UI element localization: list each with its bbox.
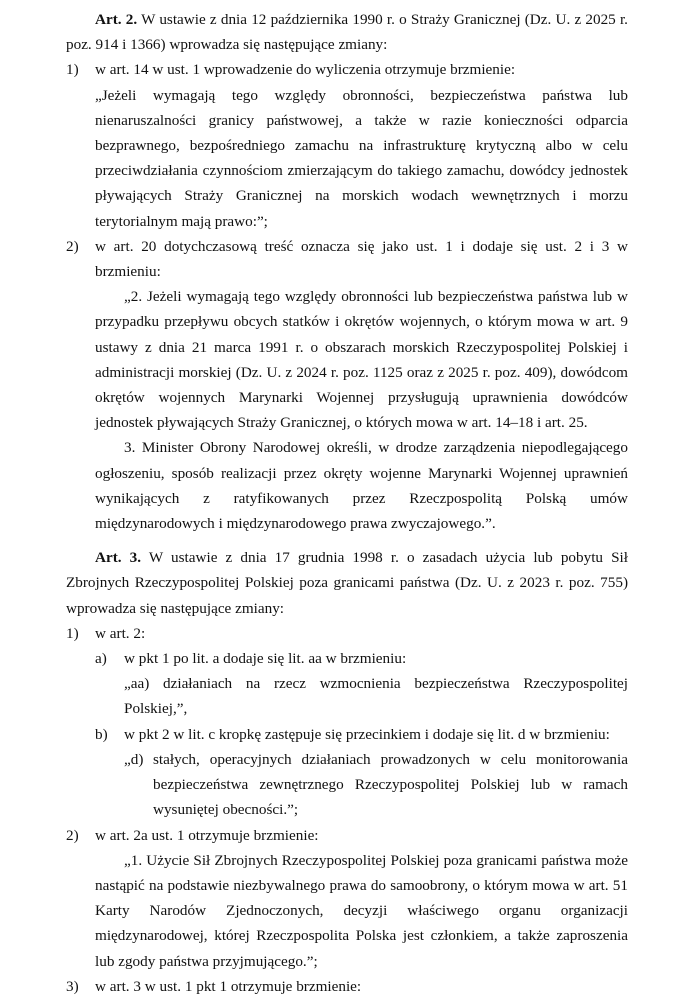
article-2-item-1 (66, 57, 628, 82)
article-3-intro: Art. 3. W ustawie z dnia 17 grudnia 1998 r. o zasadach użycia lub pobytu Sił Zbrojnych Rzeczypospolitej Polskiej poza granicami państwa (Dz. U. z 2023 r. poz. 755) wprowadza się następujące zmiany: (66, 549, 628, 617)
item-text: w art. 2: (95, 624, 146, 642)
item-text: w art. 20 dotychczasową treść oznacza się jako ust. 1 i dodaje się ust. 2 i 3 w brzmieniu: (95, 237, 628, 281)
item-text: w art. 14 w ust. 1 wprowadzenie do wyliczenia otrzymuje brzmienie: (95, 61, 516, 79)
item-label: 1) (66, 624, 79, 642)
article-2-item-2 (66, 234, 628, 284)
article-3-item-1-sub-a-quote: „aa) działaniach na rzecz wzmocnienia bezpieczeństwa Rzeczypospolitej Polskiej,”, (124, 675, 628, 718)
quote-text: stałych, operacyjnych działaniach prowadzonych w celu monitorowania bezpieczeństwa zewnętrznego Rzeczypospolitej Polskiej lub w ramach wysuniętej obecności.”; (153, 750, 628, 819)
article-3-item-1-sub-a (66, 646, 628, 671)
article-3-heading: Art. 3. (95, 549, 142, 567)
quote-label: „d) (124, 750, 144, 768)
article-2-heading: Art. 2. (95, 11, 138, 28)
sub-label: a) (95, 650, 107, 668)
sub-text: w pkt 2 w lit. c kropkę zastępuje się przecinkiem i dodaje się lit. d w brzmieniu: (124, 725, 610, 743)
article-3-item-1-sub-b (66, 722, 628, 747)
item-text: w art. 2a ust. 1 otrzymuje brzmienie: (95, 826, 319, 844)
item-label: 1) (66, 61, 79, 79)
article-3-item-2-quote: „1. Użycie Sił Zbrojnych Rzeczypospolitej Polskiej poza granicami państwa może nastąpić na podstawie niezbywalnego prawa do samoobrony, o którym mowa w art. 51 Karty Narodów Zjednoczonych, decyzji właściwego organu organizacji międzynarodowej, której Rzeczpospolita Polska jest członkiem, a także zaproszenia lub zgody państwa przyjmującego.”; (95, 851, 628, 970)
article-3-item-1-sub-b-quote (66, 747, 628, 823)
article-2-intro: Art. 2. W ustawie z dnia 12 października 1990 r. o Straży Granicznej (Dz. U. z 2025 r. poz. 914 i 1366) wprowadza się następujące zmiany: (66, 11, 628, 54)
item-text: w art. 3 w ust. 1 pkt 1 otrzymuje brzmienie: (95, 977, 362, 995)
article-2-item-2-quote-ust2: „2. Jeżeli wymagają tego względy obronności lub bezpieczeństwa państwa lub w przypadku przepływu obcych statków i okrętów wojennych, o którym mowa w art. 9 ustawy z dnia 21 marca 1991 r. o obszarach morskich Rzeczypospolitej Polskiej i administracji morskiej (Dz. U. z 2024 r. poz. 1125 oraz z 2025 r. poz. 409), dowódcom okrętów wojennych Marynarki Wojennej przysługują uprawnienia dowódców jednostek pływających Straży Granicznej, o których mowa w art. 14–18 i art. 25. (95, 288, 628, 432)
item-label: 2) (66, 237, 79, 255)
item-label: 3) (66, 977, 79, 995)
article-3-item-2 (66, 823, 628, 848)
sub-text: w pkt 1 po lit. a dodaje się lit. aa w brzmieniu: (124, 650, 407, 668)
item-label: 2) (66, 826, 79, 844)
article-3-item-3 (66, 974, 628, 999)
article-2-item-1-quote: „Jeżeli wymagają tego względy obronności, bezpieczeństwa państwa lub nienaruszalności granicy państwowej, a także w razie konieczności odparcia bezprawnego, bezpośredniego zamachu na infrastrukturę krytyczną albo w celu przeciwdziałania czynnościom zmierzającym do takiego zamachu, dowódcy jednostek pływających Straży Granicznej na morskich wodach wewnętrznych i morzu terytorialnym mają prawo:”; (95, 86, 628, 230)
article-2-item-2-quote-ust3: 3. Minister Obrony Narodowej określi, w drodze zarządzenia niepodlegającego ogłoszeniu, sposób realizacji przez okręty wojenne Marynarki Wojennej uprawnień wynikających z ratyfikowanych przez Rzeczpospolitą Polską umów międzynarodowych i międzynarodowego prawa zwyczajowego.”. (95, 439, 628, 533)
spacer (66, 536, 628, 545)
document-body (66, 7, 628, 999)
sub-label: b) (95, 725, 108, 743)
article-3-item-1 (66, 621, 628, 646)
